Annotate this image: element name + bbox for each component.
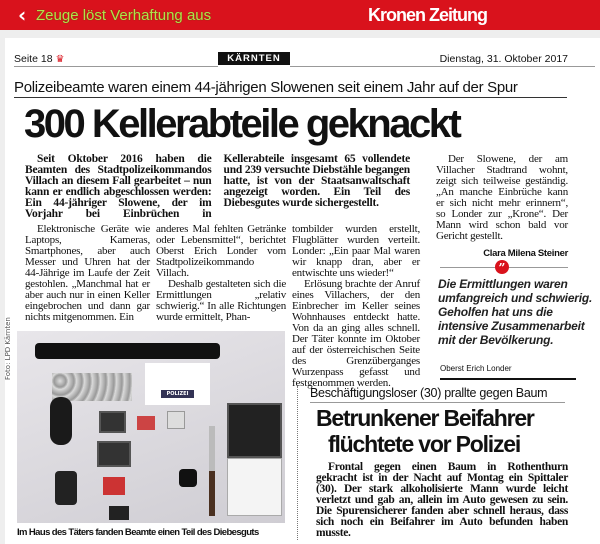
article-lead: Seit Oktober 2016 haben die Beamten des Stadtpolizeikommandos Villach an diesem Fall gearbeitet – nun kann er endlich abgeschlossen werden: Ein 44-jähriger Slowene, der im Vorjahr bei Einbrüchen in Kellerabteile insgesamt 65 vollendete und 239 versuchte Diebstähle begangen hatte, ist von der Staatsanwaltschaft angezeigt worden. Ein Teil des Diebesgutes wurde sichergestellt. xyxy=(25,153,410,220)
case-image xyxy=(55,471,77,505)
crown-icon: ♛ xyxy=(55,54,65,65)
camera-image xyxy=(109,506,129,520)
telescope-image xyxy=(35,343,220,359)
article-column-4: Der Slowene, der am Villacher Stadtrand wohnt, zeigt sich teilweise geständig. „An manche Einbrüche kann er sich nicht mehr erinnern“, so Londer zur „Krone“. Der Mann wird schon bald vor Gericht gestellt. xyxy=(436,153,568,242)
divider xyxy=(14,66,218,67)
camera-image xyxy=(167,411,185,429)
navi-image xyxy=(97,441,131,467)
quote-mark-icon: ” xyxy=(495,260,509,274)
article-headline: 300 Kellerabteile geknackt xyxy=(24,102,460,146)
police-sign-text: POLIZEI xyxy=(161,390,195,398)
camera-image xyxy=(137,416,155,430)
top-bar xyxy=(0,0,600,30)
navi-image xyxy=(99,411,126,433)
article-photo xyxy=(17,331,285,523)
article2-body: Frontal gegen einen Baum in Rothenthurn gekracht ist in der Nacht auf Montag ein Spittaler (30). Der stark alkoholisierte Mann wurde leicht verletzt und gab an, allein im Auto gewesen zu sein. Die Spurensicherer fanden aber schnell heraus, dass sich noch ein Beifahrer im Auto befunden haben musste. xyxy=(316,461,568,539)
knife-image xyxy=(209,426,215,516)
column-divider xyxy=(297,386,298,540)
brand-logo: Kronen Zeitung xyxy=(368,5,487,25)
divider xyxy=(290,66,595,67)
article-column-2: anderes Mal fehlten Getränke oder Lebensmittel“, berichtet Oberst Erich Londer vom Stadtpolizeikommando Villach. Deshalb gestalteten sich die Ermittlungen „relativ schwierig.“ In alle Richtungen wurde ermittelt, Phan- xyxy=(156,223,286,323)
case-image xyxy=(50,397,72,445)
article2-kicker: Beschäftigungsloser (30) prallte gegen Baum xyxy=(310,386,548,400)
binoculars-image xyxy=(179,469,197,487)
page-date: Dienstag, 31. Oktober 2017 xyxy=(439,53,568,65)
headline-line: flüchtete vor Polizei xyxy=(328,431,521,457)
page-number xyxy=(14,53,64,65)
photo-credit: Foto: LPD Kärnten xyxy=(4,317,12,380)
photo-caption: Im Haus des Täters fanden Beamte einen Teil des Diebesguts xyxy=(17,527,259,538)
back-link[interactable]: Zeuge löst Verhaftung aus xyxy=(36,7,212,24)
author-name: Clara Milena Steiner xyxy=(483,248,568,259)
laptop-keyboard-image xyxy=(227,458,282,516)
headline-line: Betrunkener Beifahrer xyxy=(316,405,534,431)
quote-source: Oberst Erich Londer xyxy=(440,364,512,373)
article-column-3: tombilder wurden erstellt, Flugblätter wurden verteilt. Londer: „Ein paar Mal waren wir knapp dran, aber er entwischte uns wieder!“ Erlösung brachte der Anruf eines Villachers, der den Einbrecher im Keller seines Wohnhauses entdeckt hatte. Von da an ging alles schnell. Der Täter konnte im Oktober auf der österreichischen Seite des Grenzüberganges Wurzenpass gefasst und festgenommen werden. xyxy=(292,223,420,389)
laptop-screen-image xyxy=(227,403,282,458)
police-sign xyxy=(145,363,210,405)
pull-quote: Die Ermittlungen waren umfangreich und schwierig. Geholfen hat uns die intensive Zusammenarbeit mit der Bevölkerung. xyxy=(438,277,593,347)
divider xyxy=(310,402,565,403)
article-column-1: Elektronische Geräte wie Laptops, Kameras, Smartphones, aber auch Messer und Uhren hat der 44-Jährige im Laufe der Zeit gestohlen. „Manchmal hat er aber auch nur in einen Keller eingebrochen und dann gar nichts mitgenommen. Ein xyxy=(25,223,150,323)
article2-headline xyxy=(316,405,534,457)
back-chevron-icon[interactable]: ‹ xyxy=(18,3,27,27)
divider xyxy=(14,97,567,98)
article-kicker: Polizeibeamte waren einem 44-jährigen Slowenen seit einem Jahr auf der Spur xyxy=(14,79,518,96)
divider xyxy=(440,378,576,380)
ressort-label: KÄRNTEN xyxy=(218,52,290,65)
camera-image xyxy=(103,477,125,495)
page-number-text: Seite 18 xyxy=(14,53,53,65)
